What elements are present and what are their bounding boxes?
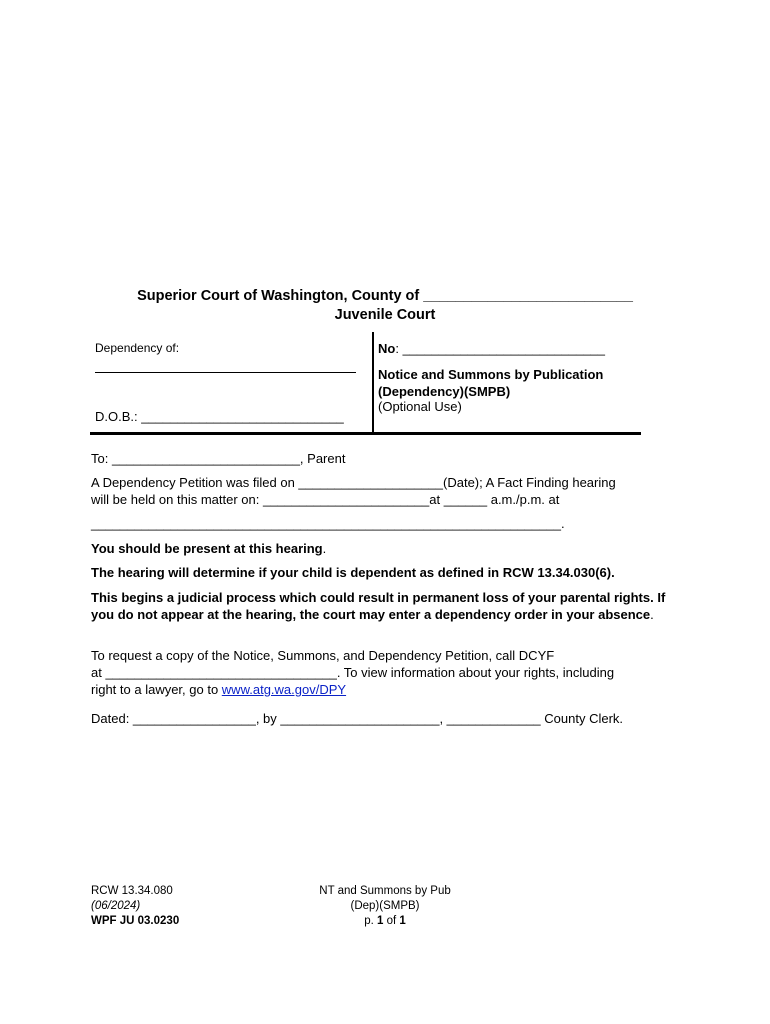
request-paragraph	[91, 647, 691, 698]
court-heading: Superior Court of Washington, County of __________________________	[137, 288, 633, 304]
caption-divider	[372, 332, 374, 432]
child-name-blank	[95, 372, 356, 373]
petition-paragraph	[91, 474, 691, 508]
case-number-field	[378, 341, 605, 356]
petition-line-2: will be held on this matter on: _______________________at ______ a.m./p.m. at	[91, 492, 560, 507]
case-caption	[90, 332, 641, 435]
determination-notice: The hearing will determine if your child is dependent as defined in RCW 13.34.030(6).	[91, 565, 615, 580]
request-line-3-text: right to a lawyer, go to	[91, 682, 222, 697]
form-number: WPF JU 03.0230	[91, 915, 180, 927]
caption-bottom-rule	[90, 432, 641, 435]
location-line: _________________________________________________________________.	[91, 516, 565, 531]
footer-center	[300, 884, 470, 929]
process-warning	[91, 589, 666, 623]
present-notice	[91, 540, 691, 557]
short-title-2: (Dep)(SMPB)	[350, 900, 420, 912]
present-text: You should be present at this hearing	[91, 541, 323, 556]
request-line-2: at ________________________________. To view information about your rights, including	[91, 665, 615, 680]
page-number	[300, 914, 470, 929]
rcw-reference: RCW 13.34.080	[91, 885, 173, 897]
request-line-1: To request a copy of the Notice, Summons, and Dependency Petition, call DCYF	[91, 648, 555, 663]
dated-line: Dated: _________________, by ______________________, _____________ County Clerk.	[91, 711, 624, 726]
case-number-label: No	[378, 341, 396, 356]
dependency-label: Dependency of:	[95, 341, 180, 355]
case-number-blank: : ____________________________	[395, 341, 606, 356]
footer-left	[91, 884, 179, 929]
page-current: 1	[377, 915, 384, 927]
page-total: 1	[399, 915, 406, 927]
page-prefix: p.	[364, 915, 377, 927]
form-title	[378, 366, 603, 400]
court-division: Juvenile Court	[334, 307, 436, 323]
present-period: .	[322, 541, 327, 556]
form-date: (06/2024)	[91, 900, 141, 912]
process-period: .	[650, 607, 654, 622]
request-line-3	[91, 681, 691, 698]
form-title-line-1: Notice and Summons by Publication	[378, 367, 604, 382]
dob-field: D.O.B.: ____________________________	[95, 409, 344, 424]
page-of: of	[383, 915, 400, 927]
process-text: This begins a judicial process which could result in permanent loss of your parental rights. If you do not appear at the hearing, the court may enter a dependency order in your absence	[91, 590, 666, 622]
petition-line-1: A Dependency Petition was filed on ____________________(Date); A Fact Finding hearing	[91, 475, 616, 490]
to-line: To: __________________________, Parent	[91, 451, 346, 466]
optional-use-note: (Optional Use)	[378, 399, 462, 414]
short-title-1: NT and Summons by Pub	[319, 885, 451, 897]
rights-info-link[interactable]: www.atg.wa.gov/DPY	[221, 682, 347, 697]
form-title-line-2: (Dependency)(SMPB)	[378, 384, 511, 399]
